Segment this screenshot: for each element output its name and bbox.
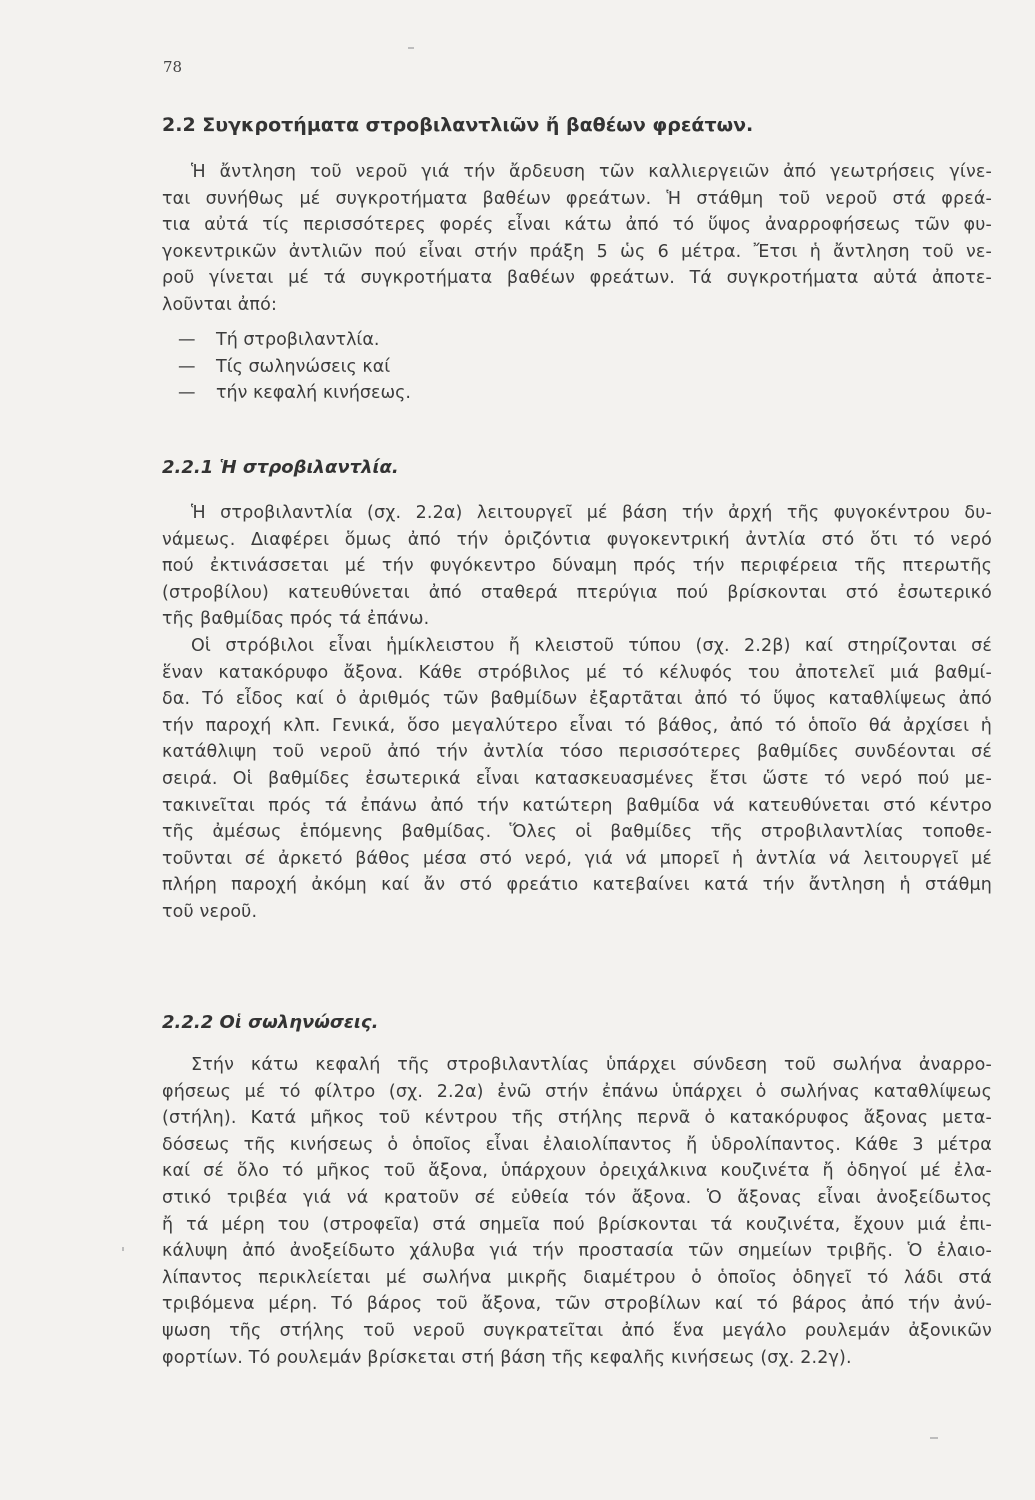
- subsection-2-paragraph: [162, 1052, 992, 1371]
- text-line: ται συνήθως μέ συγκροτήματα βαθέων φρεάτων. Ἡ στάθμη τοῦ νεροῦ στά φρεά-: [162, 188, 992, 209]
- text-line: τῆς ἀμέσως ἑπόμενης βαθμίδας. Ὅλες οἱ βαθμίδες τῆς στροβιλαντλίας τοποθε-: [162, 822, 992, 843]
- text-line: στικό τριβέα γιά νά κρατοῦν σέ εὐθεία τόν ἄξονα. Ὁ ἄξονας εἶναι ἀνοξείδωτος: [162, 1187, 992, 1208]
- list-item: — Τίς σωληνώσεις καί: [178, 356, 391, 377]
- section-paragraph: [162, 159, 992, 319]
- components-list: [178, 327, 411, 407]
- text-line: φορτίων. Τό ρουλεμάν βρίσκεται στή βάση τῆς κεφαλῆς κινήσεως (σχ. 2.2γ).: [162, 1347, 852, 1368]
- text-line: ἤ τά μέρη του (στροφεῖα) στά σημεῖα πού βρίσκονται τά κουζινέτα, ἔχουν μιά ἐπι-: [162, 1214, 992, 1235]
- text-line: τια αὐτά τίς περισσότερες φορές εἶναι κάτω ἀπό τό ὕψος ἀναρροφήσεως τῶν φυ-: [162, 215, 992, 236]
- text-line: ψωση τῆς στήλης τοῦ νεροῦ συγκρατεῖται ἀπό ἕνα μεγάλο ρουλεμάν ἀξονικῶν: [162, 1320, 992, 1341]
- text-line: πού ἐκτινάσσεται μέ τήν φυγόκεντρο δύναμη πρός τήν περιφέρεια τῆς πτερωτῆς: [162, 556, 992, 577]
- text-line: Οἱ στρόβιλοι εἶναι ἡμίκλειστου ἤ κλειστοῦ τύπου (σχ. 2.2β) καί στηρίζονται σέ: [191, 636, 992, 656]
- scan-speck: [408, 47, 414, 49]
- text-line: Ἡ ἄντληση τοῦ νεροῦ γιά τήν ἄρδευση τῶν καλλιεργειῶν ἀπό γεωτρήσεις γίνε-: [191, 162, 992, 182]
- text-line: γοκεντρικῶν ἀντλιῶν πού εἶναι στήν πράξη 5 ὡς 6 μέτρα. Ἔτσι ἡ ἄντληση τοῦ νε-: [162, 241, 992, 262]
- subsection-1-paragraph-1: [162, 500, 992, 633]
- subsection-heading: 2.2.1 Ἡ στροβιλαντλία.: [162, 457, 399, 478]
- section-heading: 2.2 Συγκροτήματα στροβιλαντλιῶν ἤ βαθέων φρεάτων.: [162, 114, 754, 136]
- text-line: (στήλη). Κατά μῆκος τοῦ κέντρου τῆς στήλης περνᾶ ὁ κατακόρυφος ἄξονας μετα-: [162, 1108, 992, 1129]
- text-line: δα. Τό εἶδος καί ὁ ἀριθμός τῶν βαθμίδων ἐξαρτᾶται ἀπό τό ὕψος καταθλίψεως ἀπό: [162, 689, 992, 710]
- text-line: σειρά. Οἱ βαθμίδες ἐσωτερικά εἶναι κατασκευασμένες ἔτσι ὥστε τό νερό πού με-: [162, 768, 992, 789]
- text-line: τῆς βαθμίδας πρός τά ἐπάνω.: [162, 609, 430, 630]
- page-number: 78: [163, 58, 183, 76]
- text-line: κατάθλιψη τοῦ νεροῦ ἀπό τήν ἀντλία τόσο περισσότερες βαθμίδες συνδέονται σέ: [162, 742, 992, 763]
- text-line: λοῦνται ἀπό:: [162, 294, 277, 315]
- list-item-text: τήν κεφαλή κινήσεως.: [216, 383, 411, 404]
- text-line: κάλυψη ἀπό ἀνοξείδωτο χάλυβα γιά τήν προστασία τῶν σημείων τριβῆς. Ὁ ἐλαιο-: [162, 1241, 992, 1262]
- text-line: φήσεως μέ τό φίλτρο (σχ. 2.2α) ἐνῶ στήν ἐπάνω ὑπάρχει ὁ σωλήνας καταθλίψεως: [162, 1081, 992, 1102]
- list-item: — Τή στροβιλαντλία.: [178, 330, 380, 350]
- subsection-1-paragraph-2: [162, 633, 992, 926]
- scan-speck: [930, 1437, 938, 1439]
- text-line: νάμεως. Διαφέρει ὅμως ἀπό τήν ὁριζόντια φυγοκεντρική ἀντλία στό ὅτι τό νερό: [162, 529, 992, 550]
- text-line: τριβόμενα μέρη. Τό βάρος τοῦ ἄξονα, τῶν στροβίλων καί τό βάρος ἀπό τήν ἀνύ-: [162, 1294, 992, 1315]
- text-line: Στήν κάτω κεφαλή τῆς στροβιλαντλίας ὑπάρχει σύνδεση τοῦ σωλήνα ἀναρρο-: [191, 1055, 992, 1075]
- text-line: τοῦνται σέ ἀρκετό βάθος μέσα στό νερό, γιά νά μπορεῖ ἡ ἀντλία νά λειτουργεῖ μέ: [162, 848, 992, 869]
- text-line: τήν παροχή κλπ. Γενικά, ὅσο μεγαλύτερο εἶναι τό βάθος, ἀπό τό ὁποῖο θά ἀρχίσει ἡ: [162, 715, 992, 736]
- list-item-text: Τή στροβιλαντλία.: [216, 330, 380, 350]
- text-line: ροῦ γίνεται μέ τά συγκροτήματα βαθέων φρεάτων. Τά συγκροτήματα αὐτά ἀποτε-: [162, 268, 992, 289]
- text-line: δόσεως τῆς κινήσεως ὁ ὁποῖος εἶναι ἐλαιολίπαντος ἤ ὑδρολίπαντος. Κάθε 3 μέτρα: [162, 1134, 992, 1155]
- scan-speck: [122, 1247, 124, 1251]
- list-item: — τήν κεφαλή κινήσεως.: [178, 383, 411, 404]
- subsection-heading: 2.2.2 Οἱ σωληνώσεις.: [162, 1012, 379, 1033]
- text-line: τοῦ νεροῦ.: [162, 901, 258, 922]
- text-line: λίπαντος περικλείεται μέ σωλήνα μικρῆς διαμέτρου ὁ ὁποῖος ὁδηγεῖ τό λάδι στά: [162, 1267, 992, 1288]
- text-line: ἕναν κατακόρυφο ἄξονα. Κάθε στρόβιλος μέ τό κέλυφός του ἀποτελεῖ μιά βαθμί-: [162, 662, 992, 683]
- text-line: Ἡ στροβιλαντλία (σχ. 2.2α) λειτουργεῖ μέ βάση τήν ἀρχή τῆς φυγοκέντρου δυ-: [191, 503, 992, 523]
- list-item-text: Τίς σωληνώσεις καί: [216, 356, 391, 377]
- text-line: τακινεῖται πρός τά ἐπάνω ἀπό τήν κατώτερη βαθμίδα νά κατευθύνεται στό κέντρο: [162, 795, 992, 816]
- text-line: (στροβίλου) κατευθύνεται ἀπό σταθερά πτερύγια πού βρίσκονται στό ἐσωτερικό: [162, 582, 992, 603]
- text-line: καί σέ ὅλο τό μῆκος τοῦ ἄξονα, ὑπάρχουν ὀρειχάλκινα κουζινέτα ἤ ὁδηγοί μέ ἐλα-: [162, 1161, 992, 1182]
- text-line: πλήρη παροχή ἀκόμη καί ἄν στό φρεάτιο κατεβαίνει κατά τήν ἄντληση ἡ στάθμη: [162, 875, 992, 896]
